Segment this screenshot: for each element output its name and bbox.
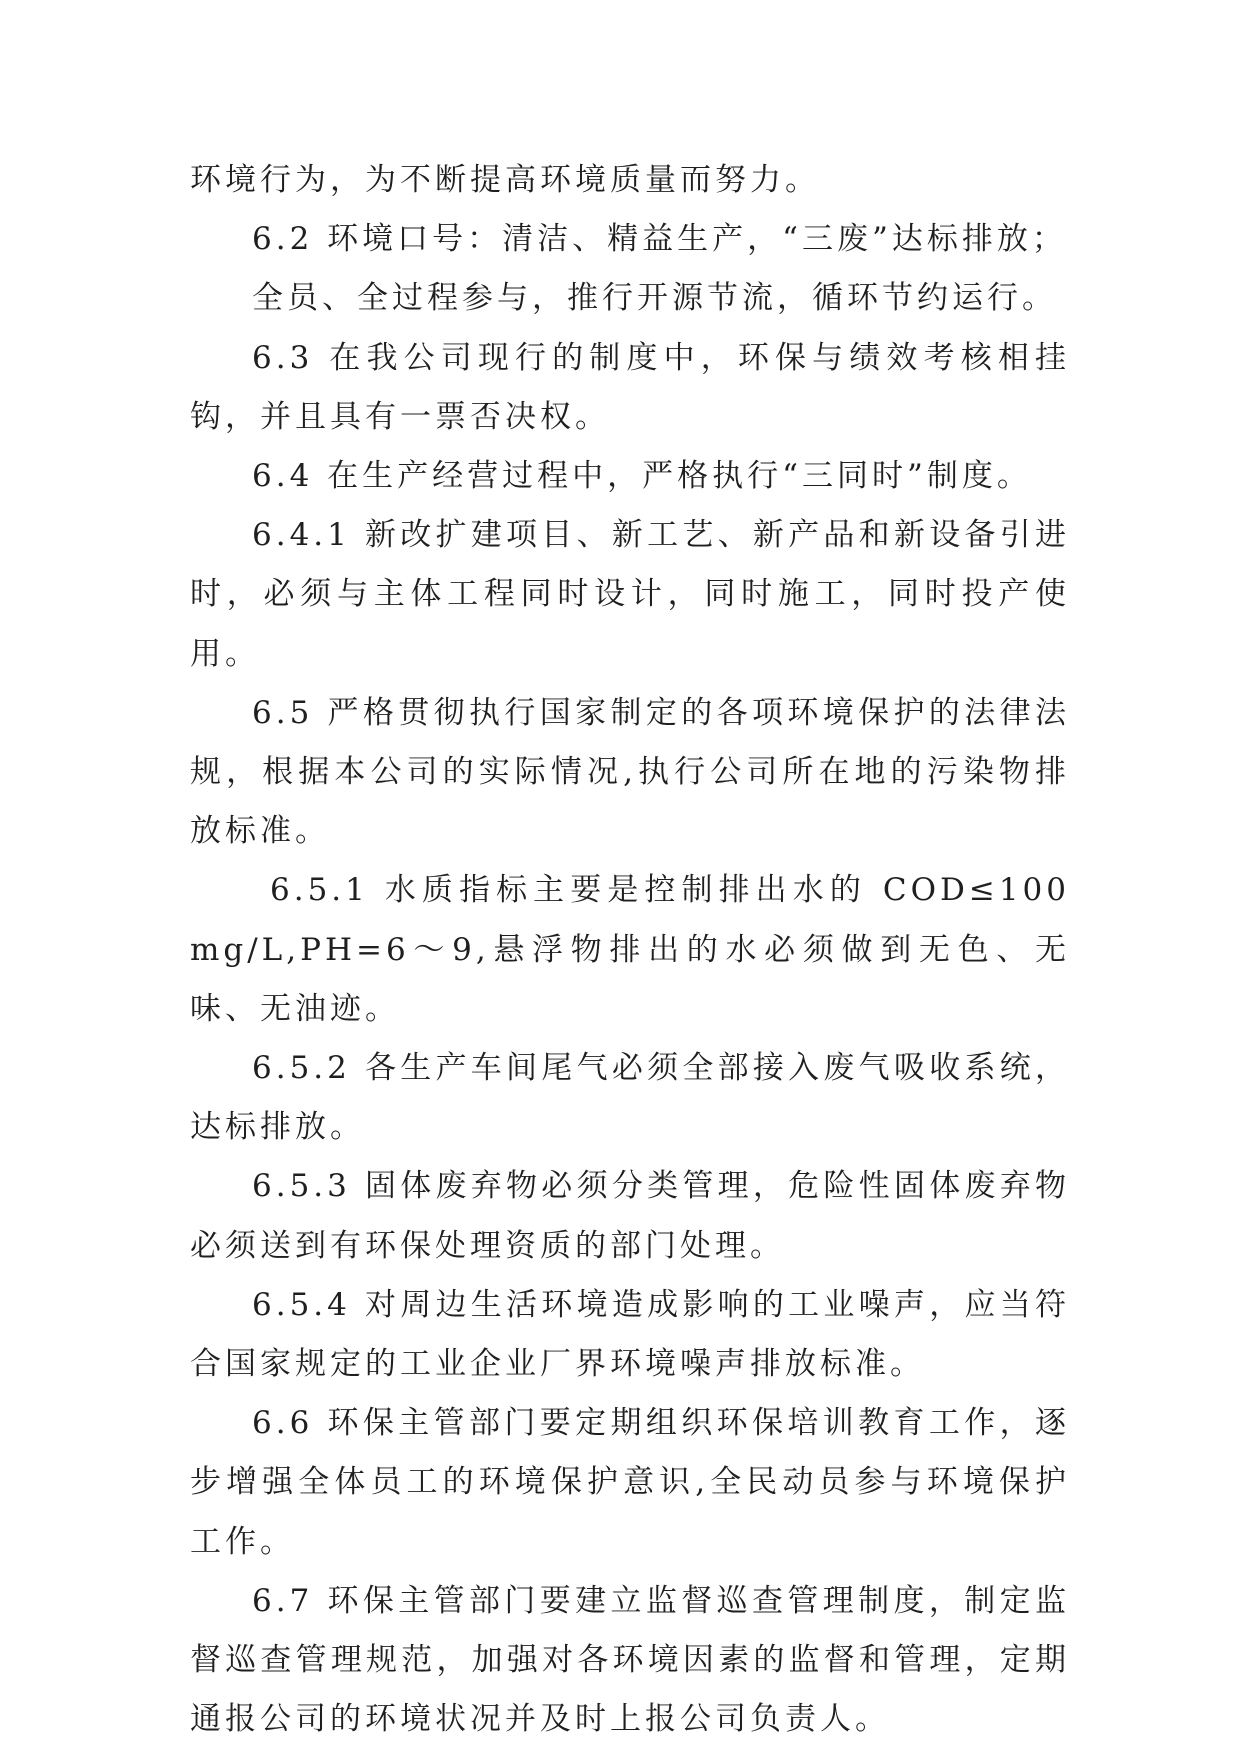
paragraph-continuation: 环境行为，为不断提高环境质量而努力。 xyxy=(190,162,820,198)
paragraph-6-4-1: 6.4.1 新改扩建项目、新工艺、新产品和新设备引进时，必须与主体工程同时设计，同时施工，同时投产使用。 xyxy=(190,517,1070,672)
paragraph-6-2: 6.2 环境口号：清洁、精益生产，“三废”达标排放； xyxy=(252,221,1067,258)
document-body xyxy=(190,151,1070,1749)
paragraph-6-5: 6.5 严格贯彻执行国家制定的各项环境保护的法律法规，根据本公司的实际情况,执行公司所在地的污染物排放标准。 xyxy=(190,694,1070,850)
paragraph-6-2-slogan: 全员、全过程参与，推行开源节流，循环节约运行。 xyxy=(252,280,1057,317)
paragraph-6-5-1: 6.5.1 水质指标主要是控制排出水的 COD≤100mg/L,PH=6～9,悬浮物排出的水必须做到无色、无味、无油迹。 xyxy=(190,872,1070,1027)
paragraph-6-5-3: 6.5.3 固体废弃物必须分类管理，危险性固体废弃物必须送到有环保处理资质的部门处理。 xyxy=(190,1168,1070,1264)
paragraph-6-7: 6.7 环保主管部门要建立监督巡查管理制度，制定监督巡查管理规范，加强对各环境因素的监督和管理，定期通报公司的环境状况并及时上报公司负责人。 xyxy=(190,1582,1070,1738)
paragraph-6-5-2: 6.5.2 各生产车间尾气必须全部接入废气吸收系统，达标排放。 xyxy=(190,1050,1070,1146)
paragraph-6-4: 6.4 在生产经营过程中，严格执行“三同时”制度。 xyxy=(252,458,1032,495)
paragraph-6-3: 6.3 在我公司现行的制度中，环保与绩效考核相挂钩，并且具有一票否决权。 xyxy=(190,339,1070,435)
paragraph-6-6: 6.6 环保主管部门要定期组织环保培训教育工作，逐步增强全体员工的环境保护意识,全民动员参与环境保护工作。 xyxy=(190,1405,1070,1560)
paragraph-6-5-4: 6.5.4 对周边生活环境造成影响的工业噪声，应当符合国家规定的工业企业厂界环境噪声排放标准。 xyxy=(190,1286,1070,1383)
